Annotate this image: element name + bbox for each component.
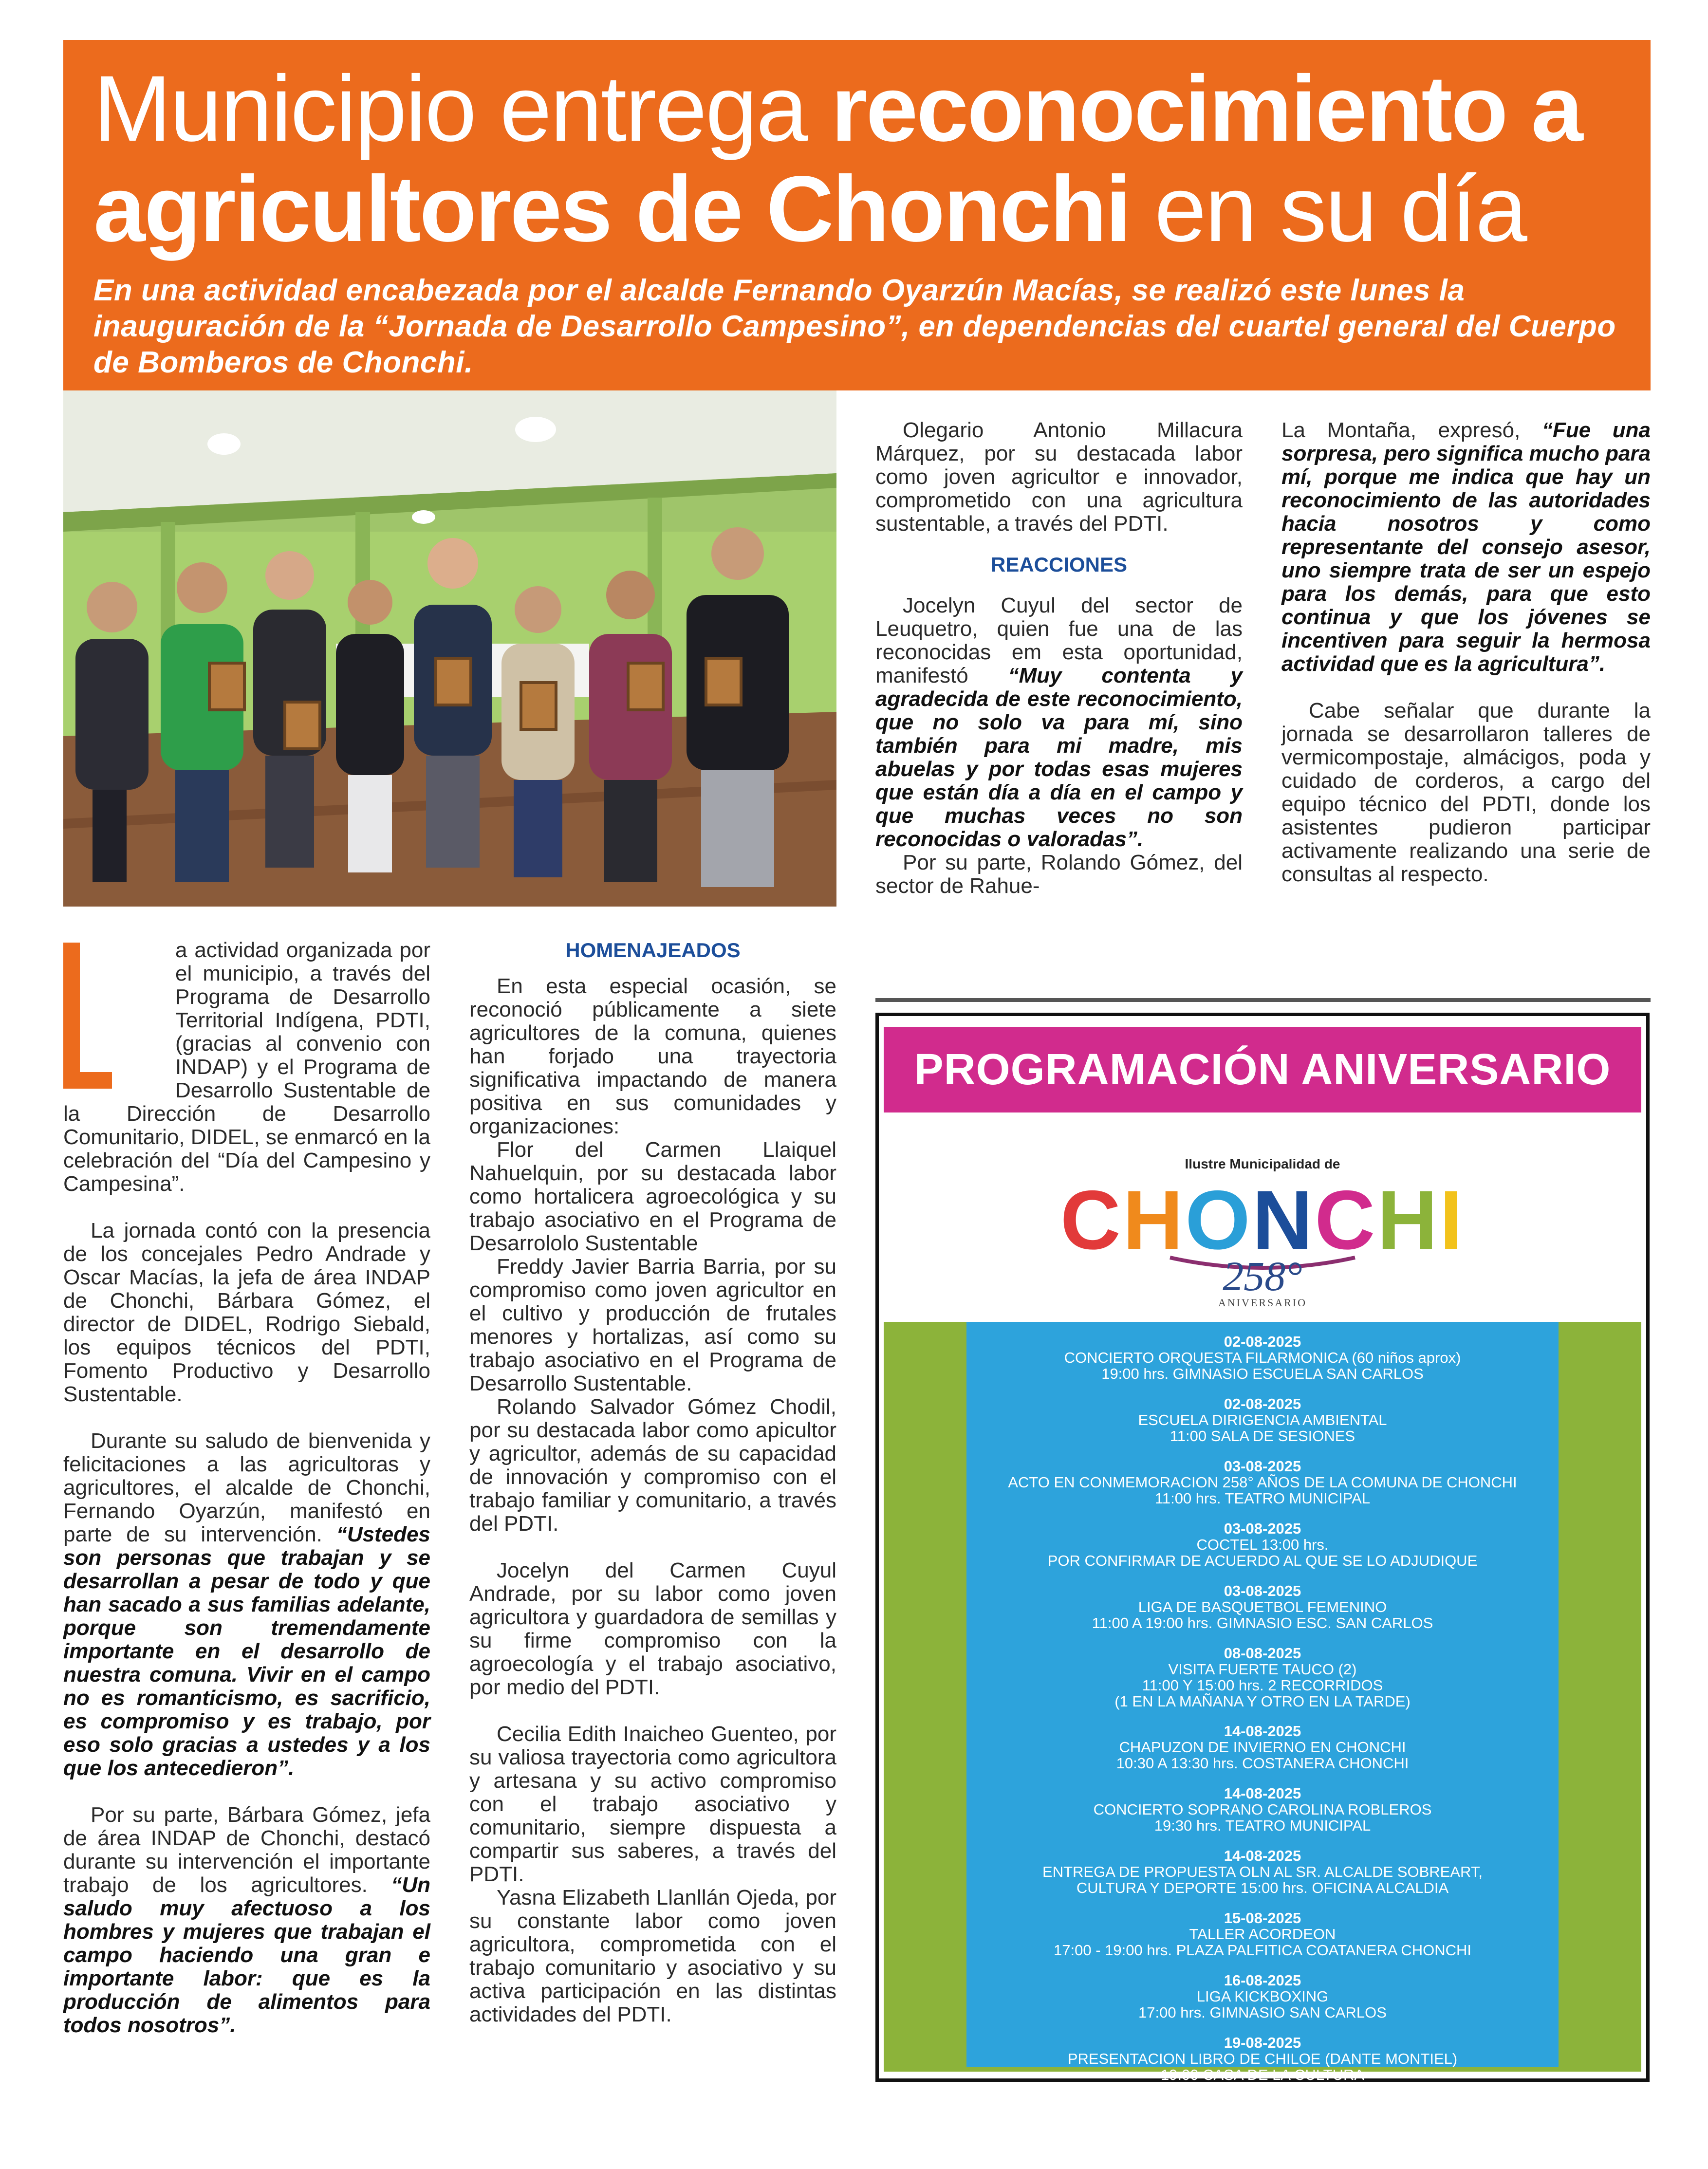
program-event-detail: LIGA KICKBOXING: [1196, 1988, 1329, 2005]
logo-letter: O: [1185, 1176, 1252, 1267]
paragraph: Yasna Elizabeth Llanllán Ojeda, por su constante labor como joven agricultora, comprometida con el trabajo comunitario y asociativo y su activa participación en las distintas actividades del PDTI.: [469, 1886, 836, 2026]
section-divider: [875, 998, 1651, 1002]
program-event: [966, 1972, 1559, 2021]
paragraph: [1281, 419, 1651, 676]
paragraph: Freddy Javier Barria Barria, por su compromiso como joven agricultor en el cultivo y producción de frutales menores y hortalizas, así como su trabajo asociativo en el Programa de Desarrollo Sustentable.: [469, 1255, 836, 1395]
program-event-detail: PRESENTACION LIBRO DE CHILOE (DANTE MONTIEL): [1067, 2050, 1458, 2067]
program-event-date: 02-08-2025: [1224, 1395, 1301, 1412]
program-event-date: 15-08-2025: [1224, 1909, 1301, 1927]
lead-paragraph: En una actividad encabezada por el alcalde Fernando Oyarzún Macías, se realizó este lunes la inauguración de la “Jornada de Desarrollo Campesino”, en dependencias del cuartel general del Cuerpo de Bomberos de Chonchi.: [93, 274, 1616, 379]
headline: [93, 58, 1620, 259]
program-title: PROGRAMACIÓN ANIVERSARIO: [884, 1027, 1641, 1112]
quote: “Muy contenta y agradecida de este reconocimiento, que no solo va para mí, sino también para mi madre, mis abuelas y por todas esas mujeres que están día a día en el campo y que muchas veces no son reconocidas o valoradas”.: [875, 664, 1243, 851]
paragraph: a actividad organizada por el municipio, a través del Programa de Desarrollo Territorial Indígena, PDTI, (gracias al convenio con INDAP) y el Programa de Desarrollo Sustentable de la Dirección de Desarrollo Comunitario, DIDEL, se enmarcó en la celebración del “Día del Campesino y Campesina”.: [63, 938, 430, 1196]
program-event: [966, 1458, 1559, 1506]
program-event: [966, 1583, 1559, 1631]
program-event-detail: LIGA DE BASQUETBOL FEMENINO: [1138, 1598, 1387, 1615]
logo-letter: C: [1060, 1176, 1123, 1267]
program-event-detail: VISITA FUERTE TAUCO (2): [1168, 1661, 1357, 1678]
paragraph: En esta especial ocasión, se reconoció públicamente a siete agricultores de la comuna, quienes han forjado una trayectoria significativa impactando de manera positiva en sus comunidades y organizaciones:: [469, 974, 836, 1138]
program-box: [875, 1013, 1650, 2082]
program-event-detail: ACTO EN CONMEMORACION 258° AÑOS DE LA COMUNA DE CHONCHI: [1008, 1474, 1517, 1491]
program-event-date: 14-08-2025: [1224, 1847, 1301, 1864]
paragraph: Cecilia Edith Inaicheo Guenteo, por su valiosa trayectoria como agricultora y artesana y su activo compromiso con el trabajo asociativo y comunitario, siempre dispuesta a compartir sus saberes, a través del PDTI.: [469, 1722, 836, 1886]
paragraph-text: Por su parte, Bárbara Gómez, jefa de área INDAP de Chonchi, destacó durante su intervención el importante trabajo de los agricultores.: [63, 1803, 430, 1897]
program-event: [966, 1910, 1559, 1958]
group-photo-image: [63, 390, 836, 907]
program-event: [966, 1520, 1559, 1569]
headline-bold-part: agricultores de Chonchi: [93, 156, 1130, 261]
program-event-detail: POR CONFIRMAR DE ACUERDO AL QUE SE LO ADJUDIQUE: [1047, 1552, 1478, 1569]
program-event-date: 14-08-2025: [1224, 1785, 1301, 1802]
program-event-detail: 19:00 CASA DE LA CULTURA: [1160, 2066, 1365, 2083]
subhead-homenajeados: HOMENAJEADOS: [565, 939, 741, 962]
drop-cap-l: [63, 943, 112, 1089]
program-event-detail: 11:00 SALA DE SESIONES: [1170, 1427, 1355, 1445]
program-event-detail: CHAPUZON DE INVIERNO EN CHONCHI: [1119, 1739, 1406, 1756]
program-event: [966, 1848, 1559, 1896]
chonchi-logo: [884, 1112, 1641, 1322]
program-event-date: 19-08-2025: [1224, 2034, 1301, 2051]
program-event-detail: TALLER ACORDEON: [1189, 1926, 1336, 1943]
headline-bold-part: reconocimiento a: [831, 56, 1582, 161]
program-event-date: 08-08-2025: [1224, 1645, 1301, 1662]
program-event-detail: 11:00 Y 15:00 hrs. 2 RECORRIDOS: [1142, 1677, 1383, 1694]
program-event-detail: CONCIERTO SOPRANO CAROLINA ROBLEROS: [1093, 1801, 1432, 1818]
program-event-date: 03-08-2025: [1224, 1520, 1301, 1537]
paragraph: Cabe señalar que durante la jornada se desarrollaron talleres de vermicompostaje, almácigos, poda y cuidado de corderos, a cargo del equipo técnico del PDTI, donde los asistentes pudieron participar activamente realizando una serie de consultas al respecto.: [1281, 699, 1651, 886]
program-event-detail: COCTEL 13:00 hrs.: [1196, 1536, 1329, 1553]
subhead-reacciones: REACCIONES: [990, 553, 1128, 576]
program-event-detail: ENTREGA DE PROPUESTA OLN AL SR. ALCALDE SOBREART,: [1042, 1863, 1483, 1880]
quote: “Fue una sorpresa, pero significa mucho para mí, porque me indica que hay un reconocimiento de las autoridades hacia nosotros y como representante del consejo asesor, uno siempre trata de ser un espejo para los demás, para que esto continua y que los jóvenes se incentiven para seguir la hermosa actividad que es la agricultura”.: [1281, 418, 1651, 676]
paragraph-text: La Montaña, expresó,: [1281, 418, 1542, 442]
program-event: [966, 2035, 1559, 2083]
program-event-date: 14-08-2025: [1224, 1723, 1301, 1740]
article-column-1: [63, 939, 430, 2037]
chonchi-anniversary-logo: [1043, 1176, 1482, 1312]
program-event-detail: 19:30 hrs. TEATRO MUNICIPAL: [1154, 1817, 1371, 1834]
quote: “Un saludo muy afectuoso a los hombres y mujeres que trabajan el campo haciendo una gran e importante labor: que es la producción de alimentos para todos nosotros”.: [63, 1873, 430, 2037]
program-event-detail: CULTURA Y DEPORTE 15:00 hrs. OFICINA ALCALDIA: [1076, 1879, 1449, 1896]
paragraph-text: Jocelyn Cuyul del sector de Leuquetro, quien fue una de las reconocidas em esta oportunidad, manifestó: [875, 593, 1243, 687]
program-event-date: 03-08-2025: [1224, 1582, 1301, 1599]
logo-letter: N: [1252, 1176, 1315, 1267]
program-schedule-panel: [966, 1322, 1559, 2083]
logo-number: 258°: [1223, 1253, 1302, 1299]
logo-letter: H: [1122, 1176, 1186, 1267]
program-event-detail: 17:00 hrs. GIMNASIO SAN CARLOS: [1138, 2004, 1387, 2021]
program-event-detail: (1 EN LA MAÑANA Y OTRO EN LA TARDE): [1114, 1693, 1411, 1710]
logo-municipality-label: Ilustre Municipalidad de: [1185, 1156, 1340, 1171]
logo-letter: H: [1377, 1176, 1440, 1267]
program-event: [966, 1334, 1559, 1382]
quote: “Ustedes son personas que trabajan y se desarrollan a pesar de todo y que han sacado a sus familias adelante, porque son tremendamente importante en el desarrollo de nuestra comuna. Vivir en el campo no es romanticismo, es sacrificio, es compromiso y es trabajo, por eso solo gracias a ustedes y a los que los antecedieron”.: [63, 1522, 430, 1780]
group-photo: [63, 390, 836, 907]
program-event-date: 02-08-2025: [1224, 1333, 1301, 1350]
program-event-detail: 17:00 - 19:00 hrs. PLAZA PALFITICA COATANERA CHONCHI: [1054, 1942, 1471, 1959]
logo-subtitle: ANIVERSARIO: [1218, 1297, 1307, 1309]
program-event-date: 03-08-2025: [1224, 1458, 1301, 1475]
article-column-3: [875, 419, 1243, 898]
paragraph: Flor del Carmen Llaiquel Nahuelquin, por su destacada labor como hortalicera agroecológica y su trabajo asociativo en el Programa de Desarrololo Sustentable: [469, 1138, 836, 1255]
logo-letter: C: [1315, 1176, 1377, 1267]
paragraph: [875, 594, 1243, 851]
paragraph-text: Durante su saludo de bienvenida y felicitaciones a las agricultoras y agricultores, el alcalde de Chonchi, Fernando Oyarzún, manifestó en parte de su intervención.: [63, 1429, 430, 1546]
program-event: [966, 1785, 1559, 1834]
paragraph: [63, 1803, 430, 2037]
paragraph: Olegario Antonio Millacura Márquez, por su destacada labor como joven agricultor e innovador, comprometido con una agricultura sustentable, a través del PDTI.: [875, 418, 1243, 536]
program-event: [966, 1396, 1559, 1444]
paragraph: [63, 1429, 430, 1780]
logo-letter: I: [1439, 1176, 1465, 1267]
program-event-detail: 19:00 hrs. GIMNASIO ESCUELA SAN CARLOS: [1101, 1365, 1424, 1382]
paragraph: La jornada contó con la presencia de los concejales Pedro Andrade y Oscar Macías, la jefa de área INDAP de Chonchi, Bárbara Gómez, el director de DIDEL, Rodrigo Siebald, los equipos técnicos del PDTI, Fomento Productivo y Desarrollo Sustentable.: [63, 1219, 430, 1406]
program-event-detail: 10:30 A 13:30 hrs. COSTANERA CHONCHI: [1116, 1755, 1409, 1772]
article-column-4: [1281, 419, 1651, 886]
program-event-detail: 11:00 hrs. TEATRO MUNICIPAL: [1154, 1490, 1371, 1507]
headline-part: Municipio entrega: [93, 56, 831, 161]
paragraph: Por su parte, Rolando Gómez, del sector de Rahue-: [875, 851, 1243, 898]
program-event-detail: 11:00 A 19:00 hrs. GIMNASIO ESC. SAN CARLOS: [1092, 1614, 1433, 1631]
paragraph: Jocelyn del Carmen Cuyul Andrade, por su labor como joven agricultora y guardadora de semillas y su firme compromiso con la agroecología y el trabajo asociativo, por medio del PDTI.: [469, 1558, 836, 1699]
headline-part: en su día: [1130, 156, 1526, 261]
paragraph: Rolando Salvador Gómez Chodil, por su destacada labor como apicultor y agricultor, además de su capacidad de innovación y compromiso con el trabajo familiar y comunitario, a través del PDTI.: [469, 1395, 836, 1536]
program-event: [966, 1723, 1559, 1771]
program-event-detail: ESCUELA DIRIGENCIA AMBIENTAL: [1138, 1411, 1387, 1428]
program-event: [966, 1645, 1559, 1709]
program-event-date: 16-08-2025: [1224, 1972, 1301, 1989]
header-banner: [63, 40, 1651, 390]
program-event-detail: CONCIERTO ORQUESTA FILARMONICA (60 niños aprox): [1064, 1349, 1461, 1366]
article-column-2: [469, 939, 836, 2026]
